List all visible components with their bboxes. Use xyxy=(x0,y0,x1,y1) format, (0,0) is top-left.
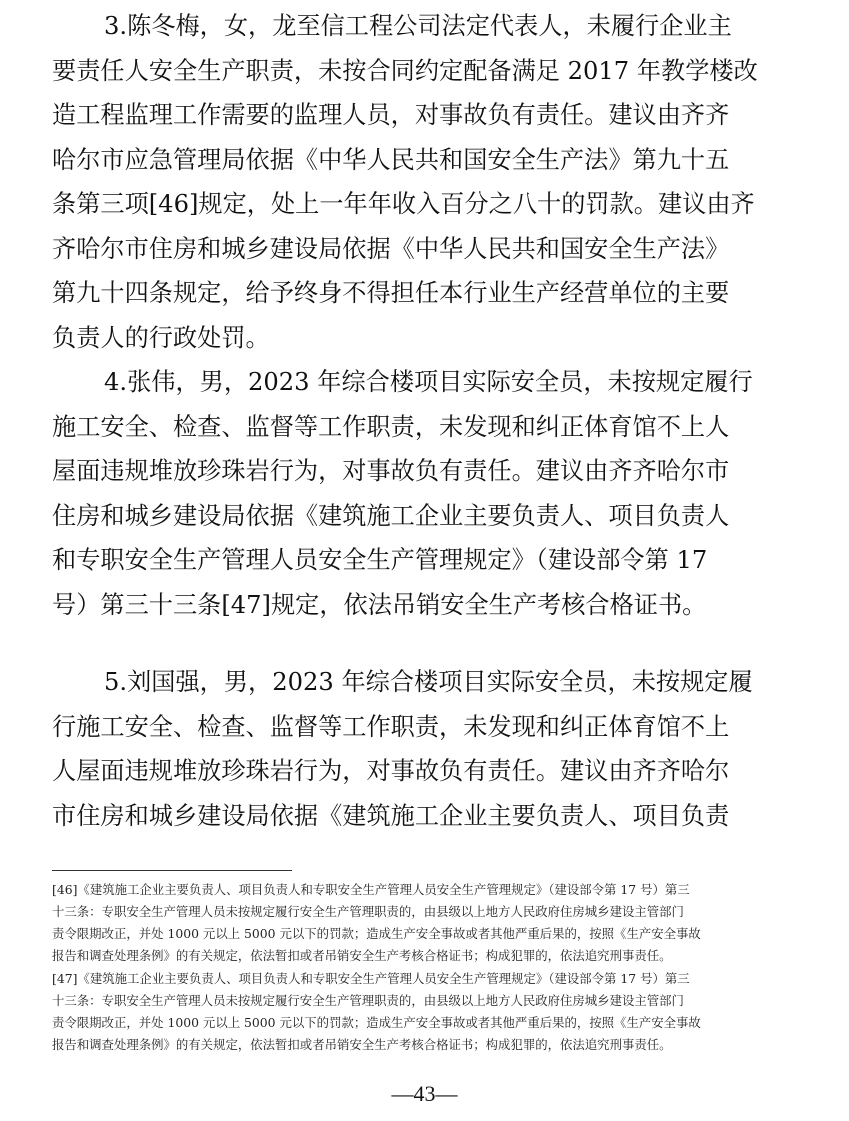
text-line: 条第三项[46]规定，处上一年年收入百分之八十的罚款。建议由齐 xyxy=(52,190,755,218)
text-line: 负责人的行政处罚。 xyxy=(52,323,270,352)
text-line: 市住房和城乡建设局依据《建筑施工企业主要负责人、项目负责 xyxy=(52,801,730,830)
text-line: 人屋面违规堆放珍珠岩行为，对事故负有责任。建议由齐齐哈尔 xyxy=(52,757,730,785)
text-line: 和专职安全生产管理人员安全生产管理规定》（建设部令第 17 xyxy=(52,546,708,574)
footnote-46: 报告和调查处理条例》的有关规定，依法暂扣或者吊销安全生产考核合格证书；构成犯罪的，依法追究刑事责任。 xyxy=(52,948,672,963)
footnote-47: 十三条：专职安全生产管理人员未按规定履行安全生产管理职责的，由县级以上地方人民政府住房城乡建设主管部门 xyxy=(52,993,684,1008)
footnote-46: 责令限期改正，并处 1000 元以上 5000 元以下的罚款；造成生产安全事故或者其他严重后果的，按照《生产安全事故 xyxy=(52,926,701,941)
footnote-divider xyxy=(52,870,292,871)
text-line: 号）第三十三条[47]规定，依法吊销安全生产考核合格证书。 xyxy=(52,590,707,619)
footnote-46: 十三条：专职安全生产管理人员未按规定履行安全生产管理职责的，由县级以上地方人民政府住房城乡建设主管部门 xyxy=(52,904,684,919)
text-line: 齐哈尔市住房和城乡建设局依据《中华人民共和国安全生产法》 xyxy=(52,234,730,263)
text-line: 屋面违规堆放珍珠岩行为，对事故负有责任。建议由齐齐哈尔市 xyxy=(52,457,730,485)
text-line: 行施工安全、检查、监督等工作职责，未发现和纠正体育馆不上 xyxy=(52,712,730,741)
text-line: 第九十四条规定，给予终身不得担任本行业生产经营单位的主要 xyxy=(52,279,730,307)
text-line: 4.张伟，男，2023 年综合楼项目实际安全员，未按规定履行 xyxy=(104,368,753,396)
footnote-46: [46]《建筑施工企业主要负责人、项目负责人和专职安全生产管理人员安全生产管理规定》（建设部令第 17 号）第三 xyxy=(52,882,690,897)
footnote-47: [47]《建筑施工企业主要负责人、项目负责人和专职安全生产管理人员安全生产管理规定》（建设部令第 17 号）第三 xyxy=(52,971,690,986)
footnote-47: 报告和调查处理条例》的有关规定，依法暂扣或者吊销安全生产考核合格证书；构成犯罪的，依法追究刑事责任。 xyxy=(52,1037,672,1052)
text-line: 3.陈冬梅，女，龙至信工程公司法定代表人，未履行企业主 xyxy=(104,12,732,40)
text-line: 施工安全、检查、监督等工作职责，未发现和纠正体育馆不上人 xyxy=(52,412,730,441)
text-line: 要责任人安全生产职责，未按合同约定配备满足 2017 年教学楼改 xyxy=(52,56,758,85)
text-line: 哈尔市应急管理局依据《中华人民共和国安全生产法》第九十五 xyxy=(52,145,730,174)
page-number: —43— xyxy=(391,1081,458,1106)
footnote-47: 责令限期改正，并处 1000 元以上 5000 元以下的罚款；造成生产安全事故或者其他严重后果的，按照《生产安全事故 xyxy=(52,1015,701,1030)
text-line: 5.刘国强，男，2023 年综合楼项目实际安全员，未按规定履 xyxy=(104,668,753,696)
text-line: 住房和城乡建设局依据《建筑施工企业主要负责人、项目负责人 xyxy=(52,501,730,530)
text-line: 造工程监理工作需要的监理人员，对事故负有责任。建议由齐齐 xyxy=(52,101,730,129)
